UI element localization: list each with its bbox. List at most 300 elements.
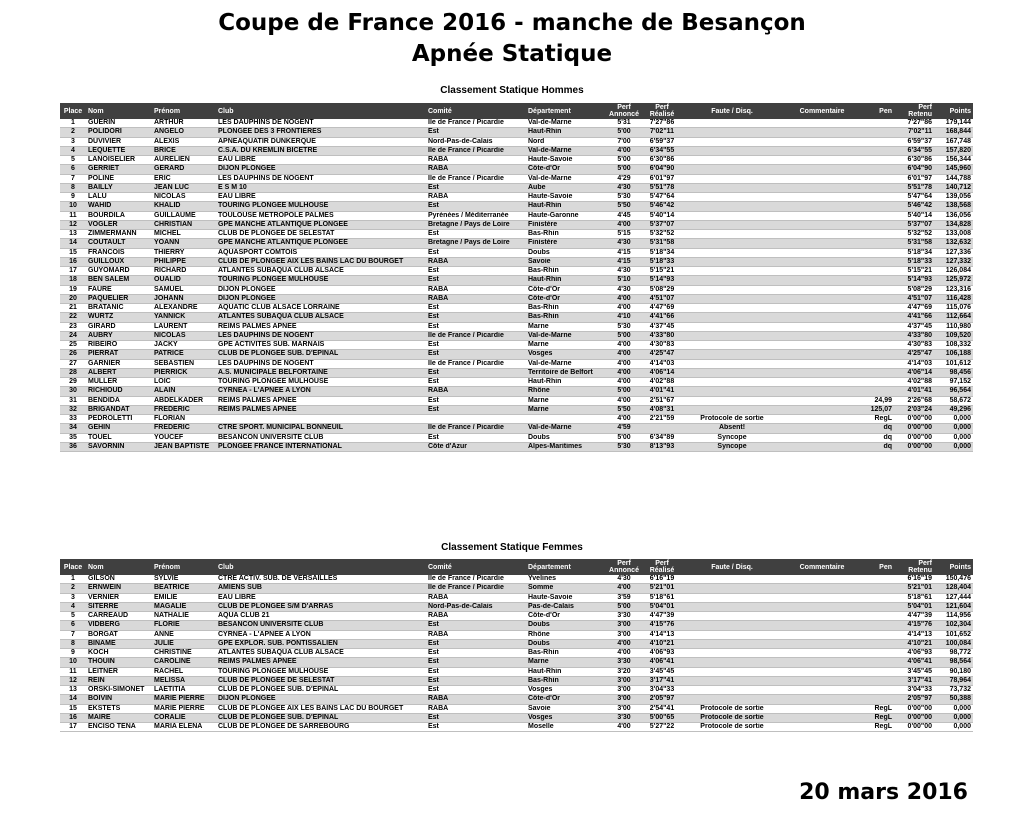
cell-prenom: AURELIEN <box>152 156 216 165</box>
cell-prenom: CHRISTINE <box>152 649 216 658</box>
cell-pen <box>862 128 894 137</box>
section-title-femmes: Classement Statique Femmes <box>441 542 583 553</box>
cell-departement: Haute-Garonne <box>526 211 606 220</box>
cell-pen <box>862 202 894 211</box>
table-row <box>60 602 973 611</box>
cell-nom: BEN SALEM <box>86 276 152 285</box>
cell-departement: Marne <box>526 341 606 350</box>
cell-club: AQUATIC CLUB ALSACE LORRAINE <box>216 304 426 313</box>
cell-comite: Nord-Pas-de-Calais <box>426 137 526 146</box>
cell-comite: RABA <box>426 294 526 303</box>
cell-points: 167,748 <box>934 137 973 146</box>
cell-perf-realise: 3'17"41 <box>642 676 682 685</box>
cell-pen <box>862 276 894 285</box>
cell-pen <box>862 575 894 584</box>
cell-prenom: ALAIN <box>152 387 216 396</box>
cell-commentaire <box>782 593 862 602</box>
cell-nom: BINAME <box>86 639 152 648</box>
cell-commentaire <box>782 639 862 648</box>
cell-perf-retenu: 4'02"88 <box>894 378 934 387</box>
cell-commentaire <box>782 146 862 155</box>
column-header-commentaire: Commentaire <box>782 103 862 119</box>
cell-perf-retenu: 5'08"29 <box>894 285 934 294</box>
cell-place: 19 <box>60 285 86 294</box>
cell-perf-annonce: 4'00 <box>606 368 642 377</box>
column-header-departement: Département <box>526 559 606 575</box>
column-header-club: Club <box>216 103 426 119</box>
cell-prenom: BEATRICE <box>152 584 216 593</box>
cell-club: GPE MANCHE ATLANTIQUE PLONGEE <box>216 220 426 229</box>
cell-place: 11 <box>60 667 86 676</box>
cell-place: 35 <box>60 433 86 442</box>
cell-prenom: JOHANN <box>152 294 216 303</box>
cell-prenom: GUILLAUME <box>152 211 216 220</box>
cell-prenom: RICHARD <box>152 267 216 276</box>
cell-place: 12 <box>60 676 86 685</box>
cell-points: 128,404 <box>934 584 973 593</box>
cell-faute <box>682 146 782 155</box>
cell-place: 17 <box>60 267 86 276</box>
table-row <box>60 156 973 165</box>
cell-comite: Île de France / Picardie <box>426 119 526 128</box>
cell-pen <box>862 695 894 704</box>
table-header-row <box>60 103 973 119</box>
table-row <box>60 341 973 350</box>
table-row <box>60 695 973 704</box>
cell-perf-annonce: 5'31 <box>606 119 642 128</box>
cell-commentaire <box>782 304 862 313</box>
cell-perf-annonce: 4'00 <box>606 639 642 648</box>
cell-club <box>216 415 426 424</box>
cell-faute <box>682 165 782 174</box>
cell-perf-realise: 5'18"34 <box>642 248 682 257</box>
cell-points: 156,344 <box>934 156 973 165</box>
cell-points: 127,336 <box>934 248 973 257</box>
cell-club: CYRNEA - L'APNEE A LYON <box>216 630 426 639</box>
cell-prenom: YANNICK <box>152 313 216 322</box>
cell-prenom: FREDERIC <box>152 405 216 414</box>
cell-pen <box>862 368 894 377</box>
cell-perf-realise: 3'04"33 <box>642 686 682 695</box>
cell-nom: BOURDILA <box>86 211 152 220</box>
cell-perf-annonce: 3'30 <box>606 612 642 621</box>
cell-perf-retenu: 4'30"83 <box>894 341 934 350</box>
cell-faute: Absent! <box>682 424 782 433</box>
cell-points: 116,428 <box>934 294 973 303</box>
cell-perf-annonce: 3'30 <box>606 658 642 667</box>
table-row <box>60 612 973 621</box>
cell-perf-retenu: 3'17"41 <box>894 676 934 685</box>
cell-comite: Est <box>426 322 526 331</box>
cell-perf-retenu: 0'00"00 <box>894 704 934 713</box>
cell-points: 139,056 <box>934 193 973 202</box>
cell-prenom: FREDERIC <box>152 424 216 433</box>
cell-club: REIMS PALMES APNEE <box>216 658 426 667</box>
cell-club: LES DAUPHINS DE NOGENT <box>216 359 426 368</box>
cell-departement: Territoire de Belfort <box>526 368 606 377</box>
cell-faute <box>682 396 782 405</box>
cell-club: GPE ACTIVITES SUB. MARNAIS <box>216 341 426 350</box>
cell-points: 127,332 <box>934 257 973 266</box>
cell-faute <box>682 686 782 695</box>
cell-nom: GERRIET <box>86 165 152 174</box>
cell-commentaire <box>782 331 862 340</box>
cell-comite: RABA <box>426 257 526 266</box>
cell-perf-realise: 4'06"41 <box>642 658 682 667</box>
cell-pen <box>862 593 894 602</box>
cell-comite: Est <box>426 350 526 359</box>
cell-points: 98,456 <box>934 368 973 377</box>
cell-departement: Rhône <box>526 387 606 396</box>
cell-club: LES DAUPHINS DE NOGENT <box>216 331 426 340</box>
cell-perf-annonce: 4'00 <box>606 341 642 350</box>
cell-nom: LEQUETTE <box>86 146 152 155</box>
cell-departement: Rhône <box>526 630 606 639</box>
cell-nom: REIN <box>86 676 152 685</box>
cell-comite: Île de France / Picardie <box>426 584 526 593</box>
cell-prenom: SYLVIE <box>152 575 216 584</box>
cell-nom: AUBRY <box>86 331 152 340</box>
cell-departement: Savoie <box>526 257 606 266</box>
cell-nom: LEITNER <box>86 667 152 676</box>
cell-prenom: ABDELKADER <box>152 396 216 405</box>
cell-prenom: MAGALIE <box>152 602 216 611</box>
cell-points: 100,084 <box>934 639 973 648</box>
cell-faute <box>682 137 782 146</box>
cell-departement: Val-de-Marne <box>526 331 606 340</box>
cell-perf-annonce: 3'00 <box>606 676 642 685</box>
column-header-pen: Pen <box>862 559 894 575</box>
cell-prenom: ERIC <box>152 174 216 183</box>
cell-points: 0,000 <box>934 723 973 732</box>
cell-prenom: ALEXANDRE <box>152 304 216 313</box>
table-row <box>60 174 973 183</box>
cell-perf-annonce: 5'15 <box>606 230 642 239</box>
cell-nom: PAQUELIER <box>86 294 152 303</box>
cell-perf-realise: 4'06"93 <box>642 649 682 658</box>
cell-club: TOURING PLONGEE MULHOUSE <box>216 667 426 676</box>
cell-departement: Doubs <box>526 433 606 442</box>
cell-pen <box>862 658 894 667</box>
column-header-club: Club <box>216 559 426 575</box>
cell-nom: THOUIN <box>86 658 152 667</box>
table-row <box>60 396 973 405</box>
cell-prenom: SEBASTIEN <box>152 359 216 368</box>
cell-prenom: PATRICE <box>152 350 216 359</box>
cell-perf-realise: 4'14"13 <box>642 630 682 639</box>
cell-perf-annonce: 4'00 <box>606 146 642 155</box>
cell-pen <box>862 304 894 313</box>
cell-faute <box>682 239 782 248</box>
cell-prenom: SAMUEL <box>152 285 216 294</box>
cell-commentaire <box>782 396 862 405</box>
cell-commentaire <box>782 267 862 276</box>
cell-departement: Doubs <box>526 248 606 257</box>
cell-prenom: ANGELO <box>152 128 216 137</box>
cell-faute <box>682 630 782 639</box>
cell-pen <box>862 359 894 368</box>
cell-perf-retenu: 7'02"11 <box>894 128 934 137</box>
cell-perf-annonce: 4'59 <box>606 424 642 433</box>
column-header-prenom: Prénom <box>152 559 216 575</box>
cell-perf-retenu: 3'04"33 <box>894 686 934 695</box>
cell-pen: dq <box>862 433 894 442</box>
cell-perf-annonce: 4'00 <box>606 649 642 658</box>
cell-perf-annonce: 4'30 <box>606 285 642 294</box>
column-header-perf-annonce: Perf Annoncé <box>606 103 642 119</box>
cell-place: 8 <box>60 183 86 192</box>
cell-nom: DUVIVIER <box>86 137 152 146</box>
cell-faute <box>682 174 782 183</box>
cell-commentaire <box>782 183 862 192</box>
cell-prenom: NATHALIE <box>152 612 216 621</box>
cell-club: AMIENS SUB <box>216 584 426 593</box>
cell-place: 10 <box>60 202 86 211</box>
cell-prenom: FLORIE <box>152 621 216 630</box>
cell-perf-realise: 2'54"41 <box>642 704 682 713</box>
cell-perf-retenu: 4'25"47 <box>894 350 934 359</box>
cell-departement: Finistère <box>526 220 606 229</box>
cell-perf-annonce: 5'00 <box>606 331 642 340</box>
cell-club: CLUB DE PLONGEE S/M D'ARRAS <box>216 602 426 611</box>
cell-perf-annonce: 4'29 <box>606 174 642 183</box>
cell-departement: Bas-Rhin <box>526 649 606 658</box>
cell-faute <box>682 621 782 630</box>
cell-prenom: YOUCEF <box>152 433 216 442</box>
cell-perf-annonce: 4'00 <box>606 359 642 368</box>
cell-perf-retenu: 4'10"21 <box>894 639 934 648</box>
cell-perf-annonce: 3'59 <box>606 593 642 602</box>
cell-perf-realise: 5'04"01 <box>642 602 682 611</box>
cell-departement: Savoie <box>526 704 606 713</box>
cell-perf-realise: 5'32"52 <box>642 230 682 239</box>
cell-departement: Côte-d'Or <box>526 695 606 704</box>
cell-nom: ORSKI-SIMONET <box>86 686 152 695</box>
cell-perf-retenu: 5'18"33 <box>894 257 934 266</box>
table-row <box>60 415 973 424</box>
cell-pen <box>862 193 894 202</box>
table-row <box>60 378 973 387</box>
table-row <box>60 248 973 257</box>
cell-comite: RABA <box>426 165 526 174</box>
cell-club: ATLANTES SUBAQUA CLUB ALSACE <box>216 313 426 322</box>
cell-perf-realise: 7'27"86 <box>642 119 682 128</box>
cell-perf-realise: 5'00"65 <box>642 713 682 722</box>
cell-comite: Est <box>426 713 526 722</box>
cell-comite: Île de France / Picardie <box>426 359 526 368</box>
cell-comite: Est <box>426 667 526 676</box>
cell-faute <box>682 156 782 165</box>
table-row <box>60 230 973 239</box>
results-table-femmes <box>60 559 973 732</box>
cell-club: AQUASPORT COMTOIS <box>216 248 426 257</box>
cell-departement: Pas-de-Calais <box>526 602 606 611</box>
cell-perf-annonce: 4'15 <box>606 257 642 266</box>
table-row <box>60 276 973 285</box>
cell-place: 30 <box>60 387 86 396</box>
cell-points: 157,820 <box>934 146 973 155</box>
cell-points: 49,296 <box>934 405 973 414</box>
cell-departement: Haut-Rhin <box>526 378 606 387</box>
table-body <box>60 119 973 452</box>
cell-perf-annonce: 3'00 <box>606 621 642 630</box>
column-header-perf-realise: Perf Réalisé <box>642 559 682 575</box>
cell-perf-realise: 2'21"59 <box>642 415 682 424</box>
results-table-hommes <box>60 103 973 452</box>
table-row <box>60 713 973 722</box>
cell-perf-retenu: 5'40"14 <box>894 211 934 220</box>
cell-departement: Doubs <box>526 621 606 630</box>
cell-place: 28 <box>60 368 86 377</box>
cell-perf-retenu: 0'00"00 <box>894 723 934 732</box>
cell-pen: RegL <box>862 415 894 424</box>
cell-nom: MULLER <box>86 378 152 387</box>
cell-perf-annonce: 5'50 <box>606 405 642 414</box>
cell-pen <box>862 630 894 639</box>
cell-club: TOURING PLONGEE MULHOUSE <box>216 202 426 211</box>
cell-perf-annonce: 5'00 <box>606 387 642 396</box>
table-row <box>60 621 973 630</box>
column-header-perf-retenu: Perf Retenu <box>894 559 934 575</box>
cell-comite: Est <box>426 396 526 405</box>
cell-perf-realise: 4'37"45 <box>642 322 682 331</box>
table-row <box>60 433 973 442</box>
cell-nom: WURTZ <box>86 313 152 322</box>
cell-perf-retenu: 3'45"45 <box>894 667 934 676</box>
cell-club: CLUB DE PLONGEE SUB. D'EPINAL <box>216 713 426 722</box>
cell-pen: 24,99 <box>862 396 894 405</box>
cell-points: 0,000 <box>934 713 973 722</box>
cell-prenom: MELISSA <box>152 676 216 685</box>
cell-pen <box>862 156 894 165</box>
cell-perf-realise: 4'06"14 <box>642 368 682 377</box>
cell-points: 102,304 <box>934 621 973 630</box>
cell-prenom: MICHEL <box>152 230 216 239</box>
cell-nom: GIRARD <box>86 322 152 331</box>
cell-perf-retenu: 5'21"01 <box>894 584 934 593</box>
cell-comite <box>426 415 526 424</box>
cell-faute <box>682 649 782 658</box>
cell-commentaire <box>782 602 862 611</box>
cell-club: PLONGEE DES 3 FRONTIERES <box>216 128 426 137</box>
cell-points: 101,612 <box>934 359 973 368</box>
cell-perf-realise: 5'46"42 <box>642 202 682 211</box>
cell-perf-realise: 5'27"22 <box>642 723 682 732</box>
cell-place: 2 <box>60 128 86 137</box>
cell-perf-realise: 7'02"11 <box>642 128 682 137</box>
cell-nom: ALBERT <box>86 368 152 377</box>
cell-place: 27 <box>60 359 86 368</box>
cell-commentaire <box>782 704 862 713</box>
table-row <box>60 119 973 128</box>
table-row <box>60 667 973 676</box>
cell-nom: BOIVIN <box>86 695 152 704</box>
cell-perf-realise: 4'02"88 <box>642 378 682 387</box>
cell-pen <box>862 285 894 294</box>
cell-perf-realise: 6'34"89 <box>642 433 682 442</box>
cell-perf-retenu: 5'47"64 <box>894 193 934 202</box>
cell-perf-realise: 6'59"37 <box>642 137 682 146</box>
table-row <box>60 193 973 202</box>
cell-perf-realise: 5'31"58 <box>642 239 682 248</box>
cell-comite: RABA <box>426 695 526 704</box>
table-row <box>60 285 973 294</box>
cell-nom: GARNIER <box>86 359 152 368</box>
cell-perf-annonce: 5'30 <box>606 193 642 202</box>
cell-club: TOURING PLONGEE MULHOUSE <box>216 276 426 285</box>
cell-comite: Est <box>426 723 526 732</box>
cell-faute <box>682 341 782 350</box>
cell-place: 11 <box>60 211 86 220</box>
cell-prenom: JEAN LUC <box>152 183 216 192</box>
table-row <box>60 257 973 266</box>
cell-pen <box>862 331 894 340</box>
cell-place: 5 <box>60 612 86 621</box>
table-row <box>60 639 973 648</box>
cell-commentaire <box>782 193 862 202</box>
cell-perf-annonce: 5'10 <box>606 276 642 285</box>
column-header-nom: Nom <box>86 103 152 119</box>
table-row <box>60 359 973 368</box>
cell-commentaire <box>782 257 862 266</box>
cell-nom: POLINE <box>86 174 152 183</box>
cell-pen <box>862 220 894 229</box>
cell-club: CLUB DE PLONGEE DE SARREBOURG <box>216 723 426 732</box>
cell-perf-realise: 4'08"31 <box>642 405 682 414</box>
cell-faute <box>682 183 782 192</box>
cell-prenom: ALEXIS <box>152 137 216 146</box>
cell-perf-retenu: 4'33"80 <box>894 331 934 340</box>
cell-commentaire <box>782 341 862 350</box>
cell-faute <box>682 230 782 239</box>
cell-commentaire <box>782 350 862 359</box>
cell-pen <box>862 183 894 192</box>
cell-faute <box>682 584 782 593</box>
column-header-place: Place <box>60 559 86 575</box>
cell-comite: Île de France / Picardie <box>426 331 526 340</box>
table-row <box>60 368 973 377</box>
cell-pen <box>862 119 894 128</box>
cell-points: 90,180 <box>934 667 973 676</box>
cell-prenom: CHRISTIAN <box>152 220 216 229</box>
table-row <box>60 387 973 396</box>
cell-nom: ENCISO TENA <box>86 723 152 732</box>
cell-pen: dq <box>862 442 894 451</box>
cell-prenom: FLORIAN <box>152 415 216 424</box>
cell-place: 4 <box>60 146 86 155</box>
cell-place: 20 <box>60 294 86 303</box>
cell-nom: ZIMMERMANN <box>86 230 152 239</box>
cell-comite: Île de France / Picardie <box>426 174 526 183</box>
cell-prenom: OUALID <box>152 276 216 285</box>
cell-points: 58,672 <box>934 396 973 405</box>
cell-comite: Île de France / Picardie <box>426 146 526 155</box>
cell-commentaire <box>782 285 862 294</box>
cell-comite: Est <box>426 304 526 313</box>
cell-nom: SITERRE <box>86 602 152 611</box>
cell-departement: Haute-Savoie <box>526 193 606 202</box>
cell-comite: Bretagne / Pays de Loire <box>426 220 526 229</box>
cell-place: 26 <box>60 350 86 359</box>
cell-perf-annonce: 5'00 <box>606 128 642 137</box>
cell-perf-realise: 4'15"76 <box>642 621 682 630</box>
cell-perf-realise: 3'45"45 <box>642 667 682 676</box>
table-row <box>60 137 973 146</box>
cell-points: 0,000 <box>934 424 973 433</box>
cell-comite: Est <box>426 621 526 630</box>
cell-points: 144,788 <box>934 174 973 183</box>
cell-points: 0,000 <box>934 415 973 424</box>
